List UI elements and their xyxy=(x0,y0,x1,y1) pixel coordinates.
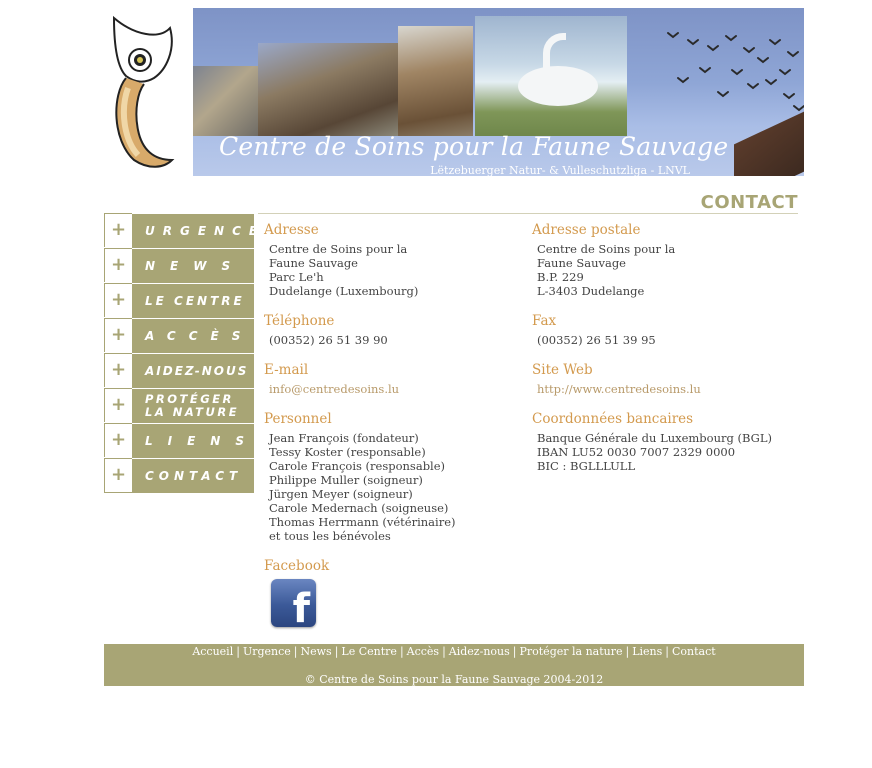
footer-link-accueil[interactable]: Accueil xyxy=(192,645,234,658)
bancaires-line: BIC : BGLLLULL xyxy=(537,459,636,473)
footer-separator: | xyxy=(442,645,446,658)
facebook-glyph: f xyxy=(292,586,310,632)
contact-left-column xyxy=(264,222,524,574)
footer-separator: | xyxy=(399,645,404,658)
sidebar-item-label-line1: PROTÉGER xyxy=(145,392,234,406)
personnel-item: Philippe Muller (soigneur) xyxy=(269,473,423,487)
adresse-postale-line: L-3403 Dudelange xyxy=(537,284,645,298)
sidebar-item-label: LIENS xyxy=(132,423,254,458)
plus-icon: + xyxy=(104,423,132,457)
footer-link-news[interactable]: News xyxy=(300,645,332,658)
footer-separator: | xyxy=(512,645,517,658)
banner-subtitle: Lëtzebuerger Natur- & Vulleschutzliga - LNVL xyxy=(430,164,690,176)
footer-link-proteger-la-nature[interactable]: Protéger la nature xyxy=(519,645,623,658)
fax-heading: Fax xyxy=(532,313,557,329)
facebook-heading: Facebook xyxy=(264,558,330,574)
hawk-photo xyxy=(258,43,398,136)
copyright-text: © Centre de Soins pour la Faune Sauvage 2004-2012 xyxy=(304,673,604,686)
footer-nav xyxy=(104,645,804,658)
sidebar-item-liens[interactable] xyxy=(104,423,259,458)
plus-icon: + xyxy=(104,458,132,493)
page-title: CONTACT xyxy=(700,192,798,213)
footer-link-liens[interactable]: Liens xyxy=(632,645,663,658)
personnel-heading: Personnel xyxy=(264,411,332,427)
footer-separator: | xyxy=(665,645,669,658)
email-heading: E-mail xyxy=(264,362,309,378)
sidebar-item-label: URGENCE xyxy=(132,213,254,248)
adresse-line: Centre de Soins pour la xyxy=(269,242,408,256)
sidebar-item-aidez-nous[interactable] xyxy=(104,353,254,388)
roof-detail xyxy=(734,112,804,176)
adresse-line: Parc Le'h xyxy=(269,270,324,284)
plus-icon: + xyxy=(104,283,132,317)
banner-title: Centre de Soins pour la Faune Sauvage xyxy=(219,132,729,161)
sidebar-item-label: ACCÈS xyxy=(132,318,254,353)
personnel-item: et tous les bénévoles xyxy=(269,529,391,543)
site-web-heading: Site Web xyxy=(532,362,593,378)
fax-value: (00352) 26 51 39 95 xyxy=(537,333,656,347)
footer-separator: | xyxy=(293,645,298,658)
personnel-item: Carole Medernach (soigneuse) xyxy=(269,501,449,515)
adresse-postale-block xyxy=(532,242,802,298)
title-divider xyxy=(258,213,798,214)
owl-logo[interactable] xyxy=(104,10,186,175)
sidebar-item-label-line2: LA NATURE xyxy=(145,405,240,419)
sidebar-item-urgence[interactable] xyxy=(104,213,266,248)
adresse-postale-line: Faune Sauvage xyxy=(537,256,626,270)
sidebar-item-le-centre[interactable] xyxy=(104,283,254,318)
plus-icon: + xyxy=(104,388,132,422)
plus-icon: + xyxy=(104,213,132,247)
contact-right-column xyxy=(532,222,802,473)
sidebar-item-news[interactable] xyxy=(104,248,254,283)
personnel-item: Tessy Koster (responsable) xyxy=(269,445,426,459)
sidebar-item-label: AIDEZ-NOUS xyxy=(132,353,254,388)
owl-photo xyxy=(398,26,473,136)
adresse-line: Faune Sauvage xyxy=(269,256,358,270)
personnel-list xyxy=(264,431,524,543)
footer-link-le-centre[interactable]: Le Centre xyxy=(341,645,397,658)
adresse-block xyxy=(264,242,524,298)
sidebar-item-proteger-la-nature[interactable] xyxy=(104,388,254,423)
personnel-item: Thomas Herrmann (vétérinaire) xyxy=(269,515,456,529)
sidebar-item-label: CONTACT xyxy=(132,458,254,493)
swan-neck xyxy=(543,33,566,80)
sidebar-item-label xyxy=(132,388,254,423)
sidebar-item-label: LE CENTRE xyxy=(132,283,254,318)
sidebar-item-contact[interactable] xyxy=(104,458,254,493)
personnel-item: Jean François (fondateur) xyxy=(269,431,419,445)
telephone-value: (00352) 26 51 39 90 xyxy=(269,333,388,347)
footer-separator: | xyxy=(334,645,339,658)
personnel-item: Jürgen Meyer (soigneur) xyxy=(269,487,413,501)
plus-icon: + xyxy=(104,318,132,352)
bancaires-line: Banque Générale du Luxembourg (BGL) xyxy=(537,431,772,445)
footer-separator: | xyxy=(625,645,630,658)
adresse-postale-line: B.P. 229 xyxy=(537,270,584,284)
adresse-postale-heading: Adresse postale xyxy=(532,222,641,238)
telephone-heading: Téléphone xyxy=(264,313,335,329)
footer-link-contact[interactable]: Contact xyxy=(672,645,716,658)
adresse-postale-line: Centre de Soins pour la xyxy=(537,242,676,256)
adresse-line: Dudelange (Luxembourg) xyxy=(269,284,419,298)
email-link[interactable]: info@centredesoins.lu xyxy=(269,382,400,396)
flying-birds-graphic xyxy=(648,18,804,118)
adresse-heading: Adresse xyxy=(264,222,319,238)
sidebar-nav xyxy=(104,213,266,493)
bancaires-block xyxy=(532,431,802,473)
facebook-icon[interactable] xyxy=(271,579,316,632)
bancaires-heading: Coordonnées bancaires xyxy=(532,411,694,427)
plus-icon: + xyxy=(104,353,132,387)
site-web-link[interactable]: http://www.centredesoins.lu xyxy=(537,382,701,396)
bancaires-line: IBAN LU52 0030 7007 2329 0000 xyxy=(537,445,736,459)
personnel-item: Carole François (responsable) xyxy=(269,459,446,473)
footer-link-urgence[interactable]: Urgence xyxy=(242,645,291,658)
sidebar-item-acces[interactable] xyxy=(104,318,254,353)
header-banner xyxy=(193,8,804,176)
footer xyxy=(104,644,804,686)
plus-icon: + xyxy=(104,248,132,282)
footer-link-aidez-nous[interactable]: Aidez-nous xyxy=(448,645,510,658)
deer-photo xyxy=(193,66,258,136)
footer-link-acces[interactable]: Accès xyxy=(406,645,440,658)
footer-separator: | xyxy=(236,645,240,658)
sidebar-item-label: NEWS xyxy=(132,248,254,283)
